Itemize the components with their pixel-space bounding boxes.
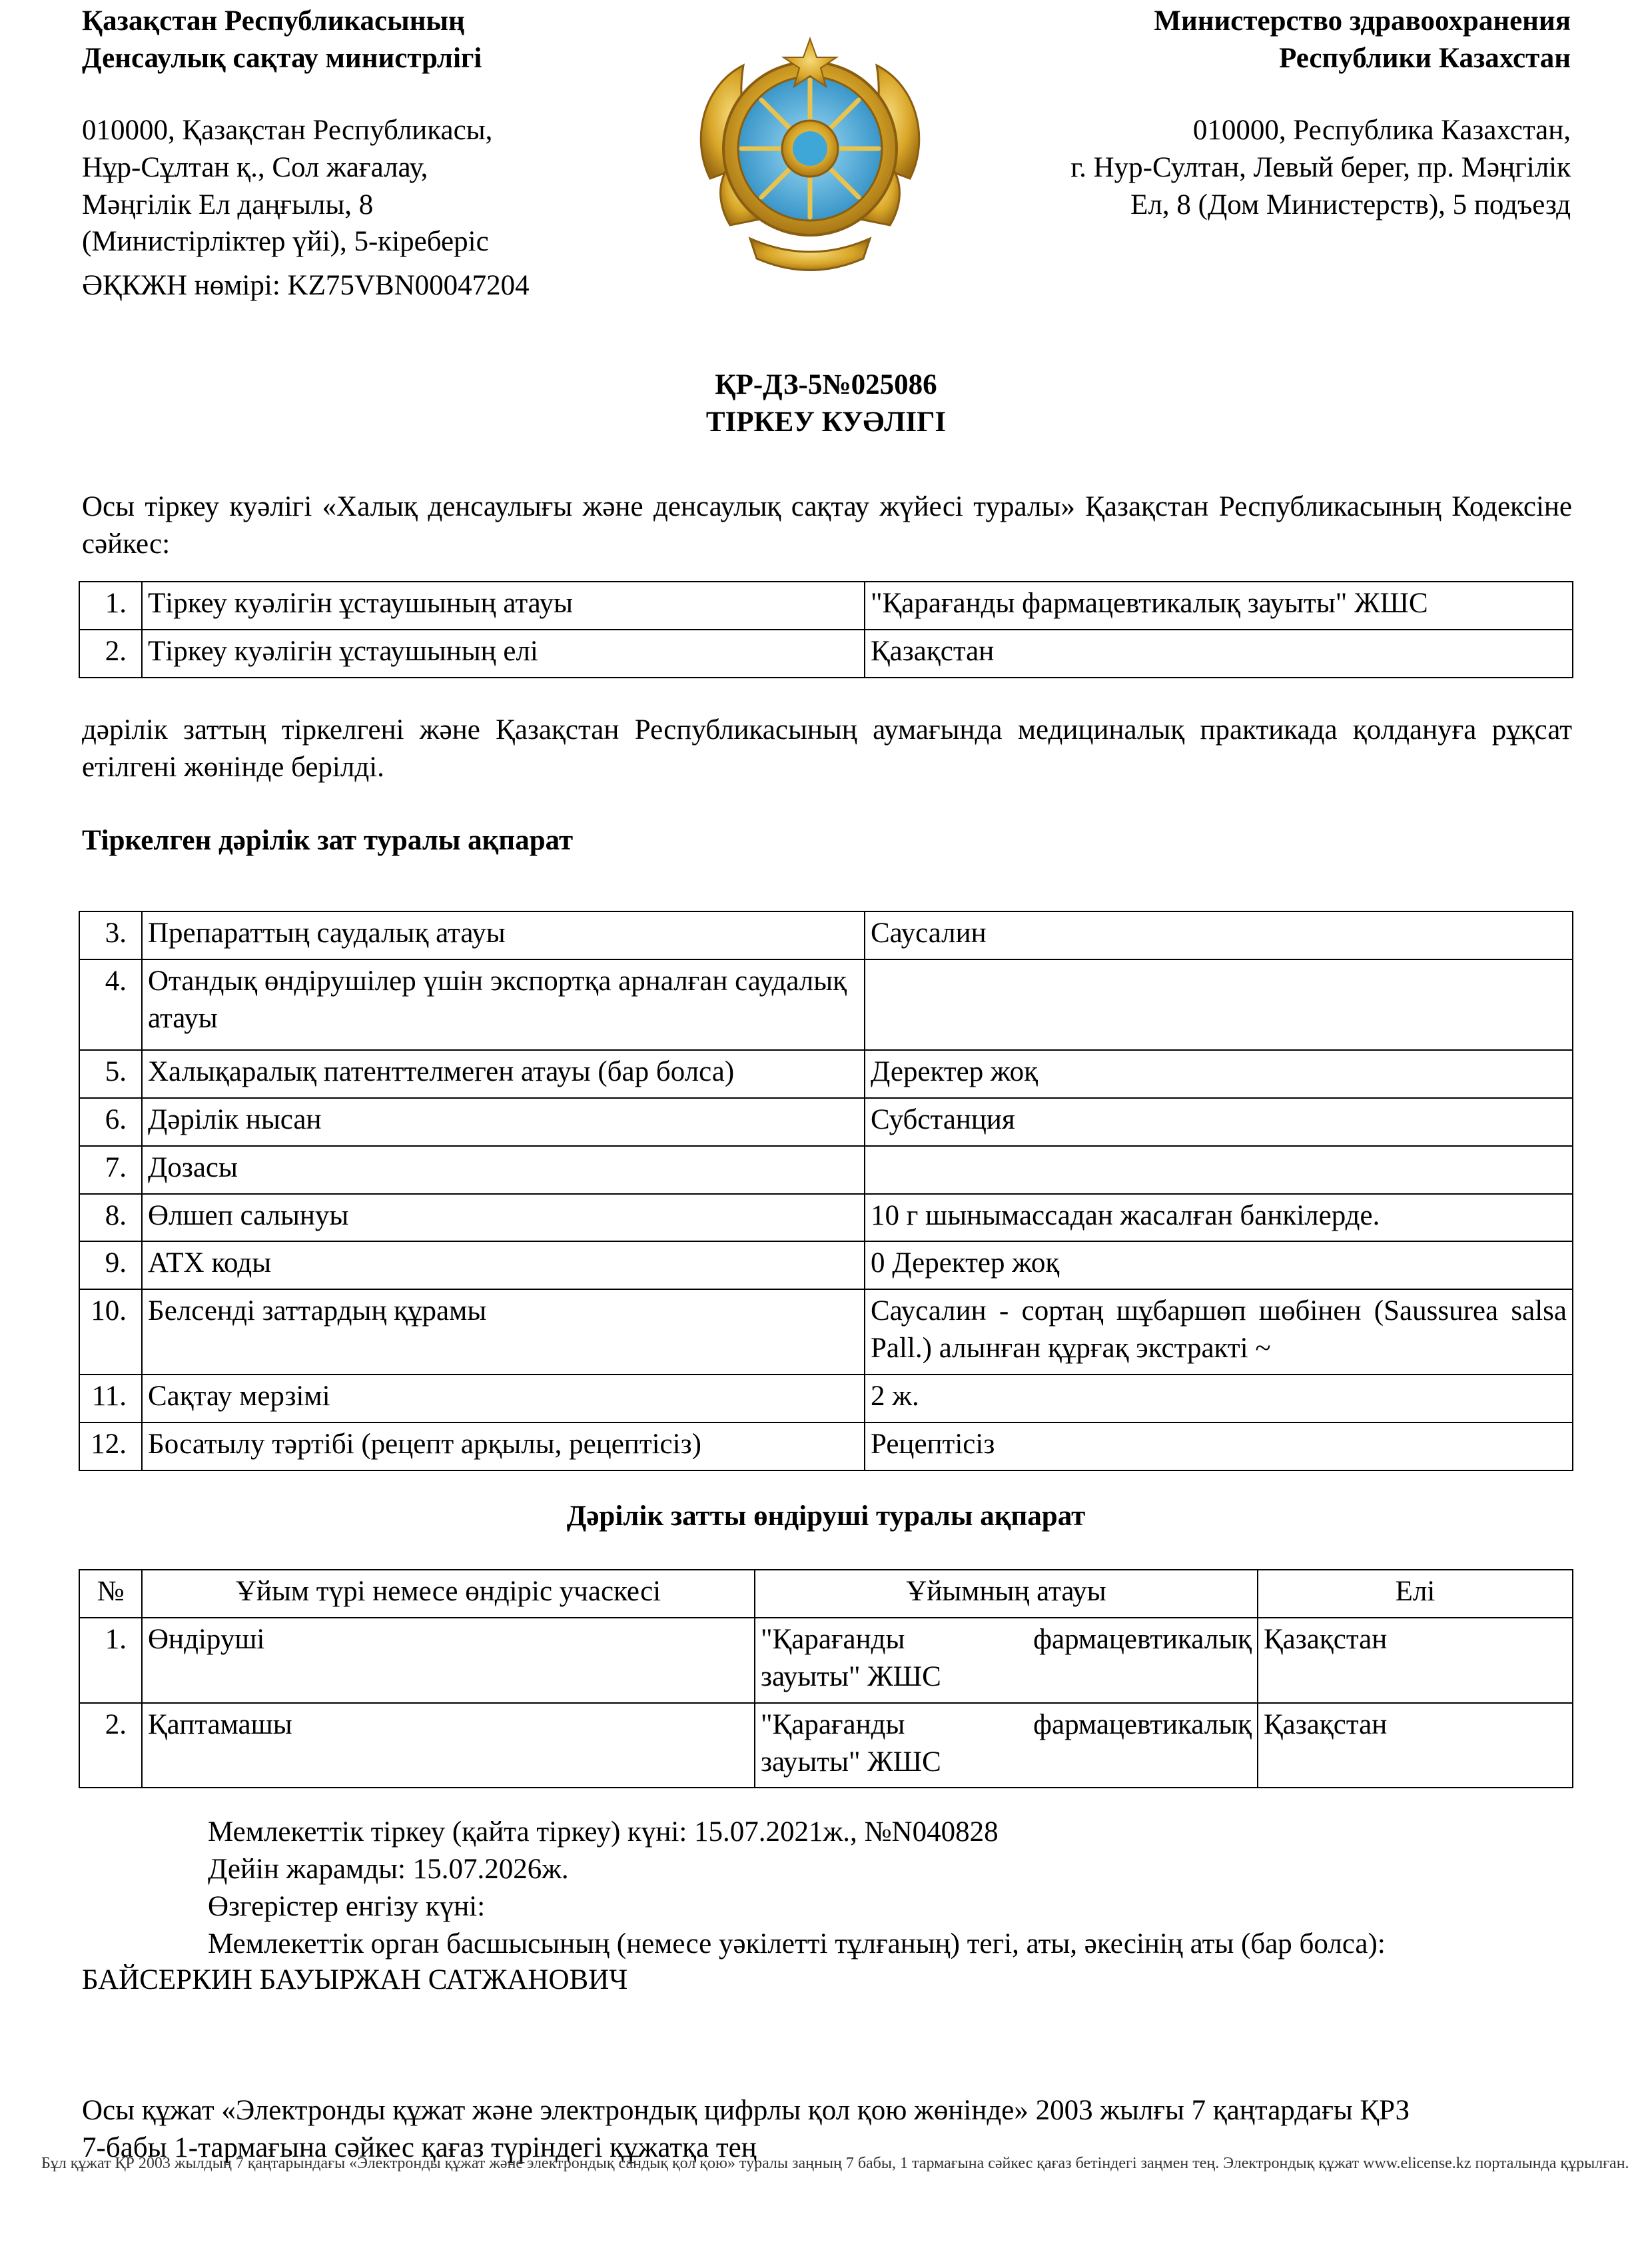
row-number: 1. — [79, 582, 142, 630]
kazakhstan-state-emblem-icon — [683, 25, 937, 292]
drug-row — [79, 1241, 1573, 1289]
head-name: БАЙСЕРКИН БАУЫРЖАН САТЖАНОВИЧ — [82, 1964, 628, 1995]
drug-row — [79, 1146, 1573, 1194]
row-label: Босатылу тәртібі (рецепт арқылы, рецептісіз) — [142, 1422, 865, 1470]
valid-until: Дейін жарамды: 15.07.2026ж. — [208, 1853, 569, 1885]
row-number: 6. — [79, 1098, 142, 1146]
row-label: Препараттың саудалық атауы — [142, 911, 865, 959]
left-address-line-2: Нұр-Сұлтан қ., Сол жағалау, — [82, 151, 428, 183]
drug-row — [79, 911, 1573, 959]
holder-row — [79, 582, 1573, 630]
registration-details — [208, 1814, 1580, 1963]
manufacturer-name-part-2: фармацевтикалық — [1033, 1623, 1252, 1655]
row-number: 12. — [79, 1422, 142, 1470]
footer-note: Бұл құжат ҚР 2003 жылдың 7 қаңтарындағы «Электронды құжат және электрондық сандық қол қою» туралы заңның 7 бабы, 1 тармағына сәйкес қағаз бетіндегі заңмен тең. Электрондық құжат www.elicense.kz порталында құрылған. — [41, 2155, 1629, 2172]
row-number: 9. — [79, 1241, 142, 1289]
row-value: "Қарағанды фармацевтикалық зауыты" ЖШС — [865, 582, 1573, 630]
header-country: Елі — [1258, 1570, 1573, 1618]
row-label: Тіркеу куәлігін ұстаушының атауы — [142, 582, 865, 630]
right-org-line-1: Министерство здравоохранения — [1154, 5, 1571, 37]
row-number: 7. — [79, 1146, 142, 1194]
left-bin: ӘҚКЖН нөмірі: KZ75VBN00047204 — [82, 270, 530, 302]
registration-date: Мемлекеттік тіркеу (қайта тіркеу) күні: 15.07.2021ж., №N040828 — [208, 1816, 999, 1848]
header-left — [82, 3, 681, 304]
row-number: 10. — [79, 1289, 142, 1375]
manufacturer-number: 1. — [79, 1618, 142, 1703]
drug-row — [79, 959, 1573, 1050]
manufacturer-number: 2. — [79, 1703, 142, 1788]
row-number: 8. — [79, 1194, 142, 1242]
row-value: Деректер жоқ — [865, 1050, 1573, 1098]
holder-row — [79, 630, 1573, 678]
right-address-line-3: Ел, 8 (Дом Министерств), 5 подъезд — [1130, 189, 1571, 221]
document-number: ҚР-ДЗ-5№025086 — [715, 369, 937, 400]
holder-table — [79, 581, 1573, 678]
right-address-line-2: г. Нур-Султан, Левый берег, пр. Мәңгілік — [1070, 151, 1571, 183]
drug-row — [79, 1050, 1573, 1098]
manufacturer-row — [79, 1618, 1573, 1703]
document-title-block — [0, 366, 1652, 441]
header-name: Ұйымның атауы — [755, 1570, 1258, 1618]
row-value — [865, 959, 1573, 1050]
manufacturer-row — [79, 1703, 1573, 1788]
right-org-line-2: Республики Казахстан — [1279, 42, 1571, 74]
manufacturer-section-title: Дәрілік затты өндіруші туралы ақпарат — [566, 1500, 1086, 1532]
manufacturer-country: Қазақстан — [1258, 1703, 1573, 1788]
manufacturer-name-part-1: "Қарағанды — [761, 1623, 905, 1655]
manufacturer-name-part-1: "Қарағанды — [761, 1708, 905, 1740]
row-label: Халықаралық патенттелмеген атауы (бар болса) — [142, 1050, 865, 1098]
row-number: 3. — [79, 911, 142, 959]
row-number: 4. — [79, 959, 142, 1050]
row-label: Өлшеп салынуы — [142, 1194, 865, 1242]
left-org-line-1: Қазақстан Республикасының — [82, 5, 465, 37]
row-value: 10 г шынымассадан жасалған банкілерде. — [865, 1194, 1573, 1242]
row-label: Тіркеу куәлігін ұстаушының елі — [142, 630, 865, 678]
manufacturer-name-part-3: зауыты" ЖШС — [761, 1746, 941, 1778]
drug-section-title: Тіркелген дәрілік зат туралы ақпарат — [82, 825, 574, 856]
manufacturer-type: Қаптамашы — [142, 1703, 755, 1788]
left-org-line-2: Денсаулық сақтау министрлігі — [82, 42, 482, 74]
changes-date: Өзгерістер енгізу күні: — [208, 1890, 486, 1922]
manufacturer-name — [755, 1618, 1258, 1703]
left-address-line-4: (Министірліктер үйі), 5-кіреберіс — [82, 226, 489, 258]
row-value: Қазақстан — [865, 630, 1573, 678]
drug-row — [79, 1422, 1573, 1470]
manufacturer-name — [755, 1703, 1258, 1788]
esign-line-1: Осы құжат «Электронды құжат және электрондық цифрлы қол қою жөнінде» 2003 жылғы 7 қаңтардағы ҚРЗ — [82, 2095, 1410, 2126]
drug-row — [79, 1375, 1573, 1422]
manufacturer-table — [79, 1569, 1573, 1788]
row-value: Саусалин — [865, 911, 1573, 959]
manufacturer-country: Қазақстан — [1258, 1618, 1573, 1703]
manufacturer-name-part-3: зауыты" ЖШС — [761, 1660, 941, 1692]
row-value: 0 Деректер жоқ — [865, 1241, 1573, 1289]
drug-row — [79, 1194, 1573, 1242]
intro-paragraph: Осы тіркеу куәлігі «Халық денсаулығы және денсаулық сақтау жүйесі туралы» Қазақстан Республикасының Кодексіне сәйкес: — [82, 491, 1572, 560]
manufacturer-header-row — [79, 1570, 1573, 1618]
left-address-line-1: 010000, Қазақстан Республикасы, — [82, 114, 493, 146]
row-value: Саусалин - сортаң шұбаршөп шөбінен (Saussurea salsa Pall.) алынған құрғақ экстракті ~ — [865, 1289, 1573, 1375]
row-value: Рецептісіз — [865, 1422, 1573, 1470]
row-label: АТХ коды — [142, 1241, 865, 1289]
drug-row — [79, 1289, 1573, 1375]
row-label: Отандық өндірушілер үшін экспортқа арналған саудалық атауы — [142, 959, 865, 1050]
row-label: Дәрілік нысан — [142, 1098, 865, 1146]
row-number: 2. — [79, 630, 142, 678]
granted-paragraph: дәрілік заттың тіркелгені және Қазақстан Республикасының аумағында медициналық практикада қолдануға рұқсат етілгені жөнінде берілді. — [82, 714, 1572, 783]
header-right — [971, 3, 1571, 223]
row-label: Сақтау мерзімі — [142, 1375, 865, 1422]
row-number: 11. — [79, 1375, 142, 1422]
row-number: 5. — [79, 1050, 142, 1098]
head-label: Мемлекеттік орган басшысының (немесе уәкілетті тұлғаның) тегі, аты, әкесінің аты (бар болса): — [208, 1928, 1386, 1960]
row-value — [865, 1146, 1573, 1194]
row-value: Субстанция — [865, 1098, 1573, 1146]
header-type: Ұйым түрі немесе өндіріс учаскесі — [142, 1570, 755, 1618]
row-label: Белсенді заттардың құрамы — [142, 1289, 865, 1375]
right-address-line-1: 010000, Республика Казахстан, — [1192, 114, 1571, 146]
manufacturer-name-part-2: фармацевтикалық — [1033, 1708, 1252, 1740]
row-value: 2 ж. — [865, 1375, 1573, 1422]
row-label: Дозасы — [142, 1146, 865, 1194]
drug-row — [79, 1098, 1573, 1146]
drug-info-table — [79, 911, 1573, 1471]
manufacturer-type: Өндіруші — [142, 1618, 755, 1703]
header-num: № — [79, 1570, 142, 1618]
left-address-line-3: Мәңгілік Ел даңғылы, 8 — [82, 189, 374, 221]
document-title: ТІРКЕУ КУӘЛІГІ — [705, 406, 947, 438]
esign-line-2: 7-бабы 1-тармағына сәйкес қағаз түріндегі құжатқа тең — [82, 2131, 757, 2163]
